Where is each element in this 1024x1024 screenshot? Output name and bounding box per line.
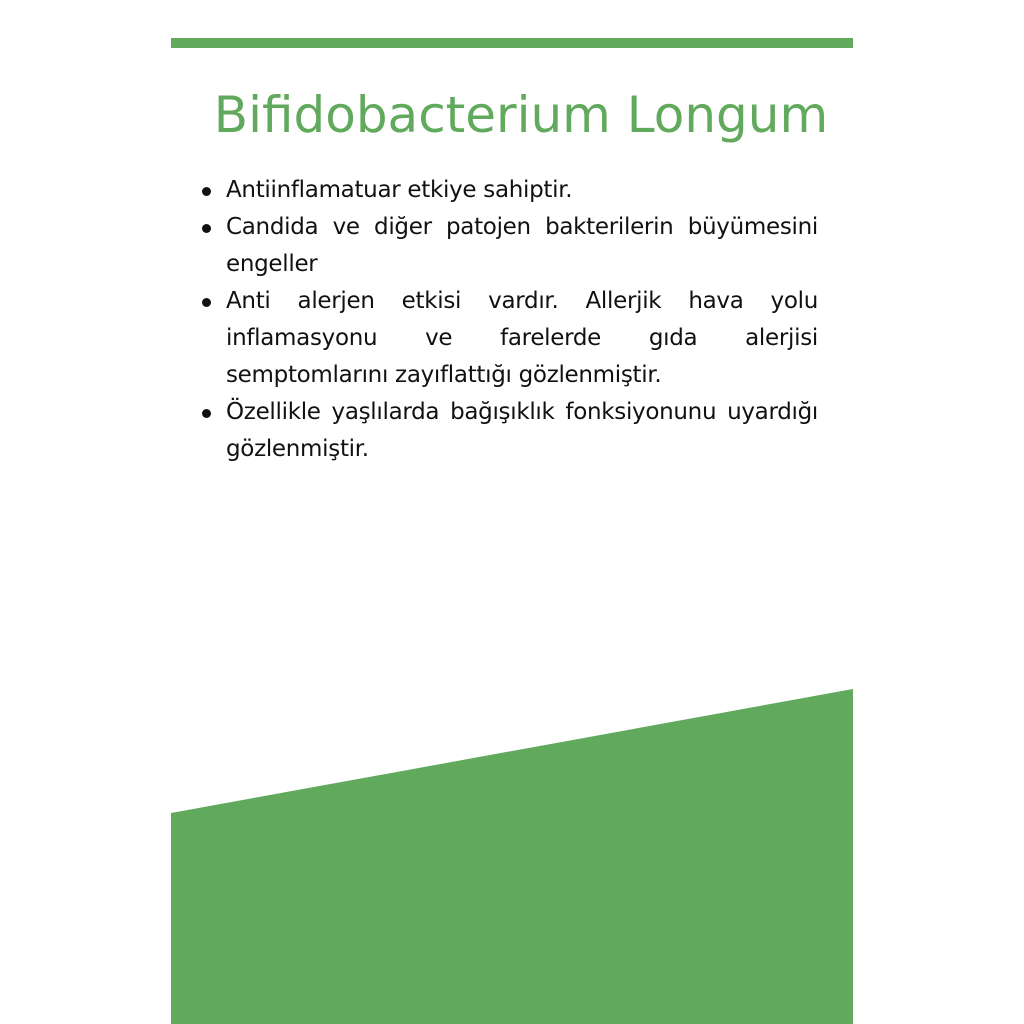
list-item-text: Anti alerjen etkisi vardır. Allerjik hava yolu inflamasyonu ve farelerde gıda alerjisi semptomlarını zayıflattığı gözlenmiştir.: [226, 288, 818, 388]
list-item-text: Antiinflamatuar etkiye sahiptir.: [226, 177, 573, 203]
slanted-green-shape: [171, 689, 853, 1024]
list-item-text: Candida ve diğer patojen bakterilerin büyümesini engeller: [226, 214, 818, 277]
list-item-text: Özellikle yaşlılarda bağışıklık fonksiyonunu uyardığı gözlenmiştir.: [226, 399, 818, 462]
page-title: Bifidobacterium Longum: [213, 86, 829, 144]
